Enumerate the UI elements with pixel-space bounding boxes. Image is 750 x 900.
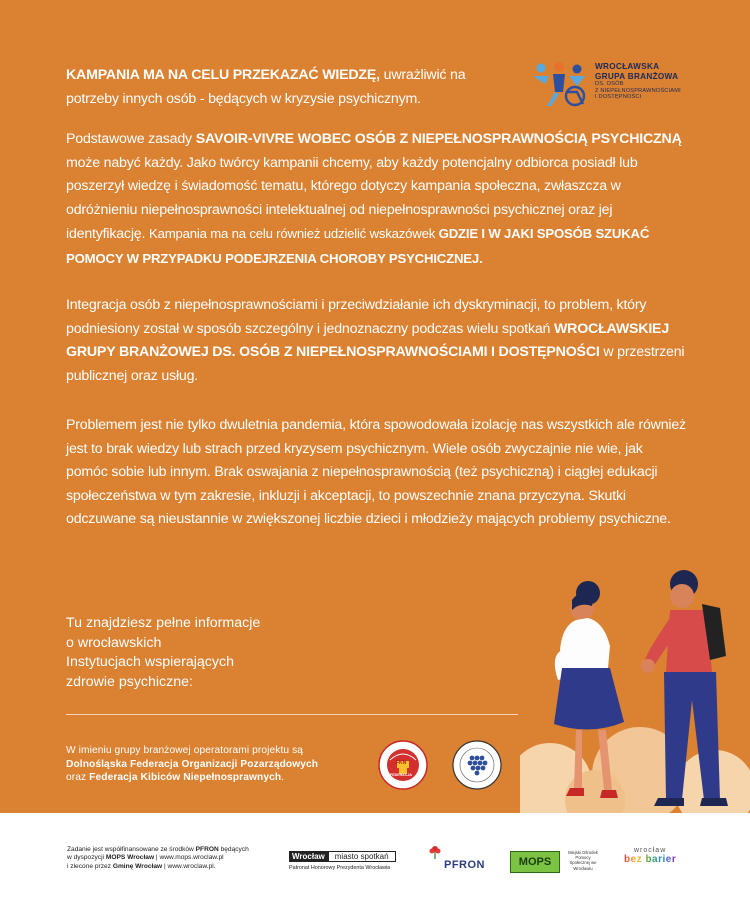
two-people-talking-illustration xyxy=(520,560,750,813)
operators-text xyxy=(66,744,366,785)
p2-bold2: GDZIE I W JAKI SPOSÓB SZUKAĆ POMOCY W PRZYPADKU PODEJRZENIA CHOROBY PSYCHICZNEJ. xyxy=(66,226,650,266)
logo-line3: DS. OSÓB xyxy=(595,81,624,87)
wroclaw-logo-slogan: miasto spotkań xyxy=(328,851,396,862)
logo-line5: I DOSTĘPNOŚCI xyxy=(595,94,642,101)
links-note-line4: zdrowie psychiczne: xyxy=(66,673,193,690)
logo-line4: Z NIEPEŁNOSPRAWNOŚCIAMI xyxy=(595,87,681,94)
operators-and: oraz xyxy=(66,772,90,783)
wroclaw-logo-name: Wrocław xyxy=(289,851,328,862)
p2-bold1: SAVOIR-VIVRE WOBEC OSÓB Z NIEPEŁNOSPRAWNOŚCIĄ PSYCHICZNĄ xyxy=(195,131,682,147)
patronat-text: Patronat Honorowy Prezydenta Wrocławia xyxy=(289,865,391,871)
dfop-badge-icon xyxy=(452,740,502,790)
operators-dfop: Dolnośląska Federacja Organizacji Pozarządowych xyxy=(66,758,319,770)
bez-barier-city: wrocław xyxy=(633,847,667,854)
mops-side-text: Miejski Ośrodek Pomocy Społecznej we Wrocławiu xyxy=(568,850,598,871)
pfron-flower-icon xyxy=(428,845,442,859)
p2-text1: Podstawowe zasady xyxy=(66,131,196,147)
funding-text xyxy=(67,846,277,871)
bez-barier-slogan: bez barier xyxy=(624,854,677,865)
integration-paragraph xyxy=(66,294,686,388)
links-note-line2: o wrocławskich xyxy=(66,634,162,651)
logo-line2: GRUPA BRANŻOWA xyxy=(595,71,679,81)
p3-text2: w przestrzeni publicznej oraz usług. xyxy=(66,344,685,384)
fund-line2c: | www.mops.wroclaw.pl xyxy=(154,854,224,862)
fkn-badge-icon xyxy=(378,740,428,790)
bez-barier-logo xyxy=(624,847,676,865)
p3-bold1: WROCŁAWSKIEJ GRUPY BRANŻOWEJ DS. OSÓB Z NIEPEŁNOSPRAWNOŚCIAMI I DOSTĘPNOŚCI xyxy=(66,320,670,360)
p2-text3: Kampania ma na celu również udzielić wskazówek xyxy=(148,226,439,241)
operators-line1: W imieniu grupy branżowej operatorami projektu są xyxy=(66,745,304,756)
p3-text1: Integracja osób z niepełnosprawnościami i przeciwdziałanie ich dyskryminacji, to problem, który podniesiony został w sposób szczególny i jednoznaczny podczas wielu spotkań xyxy=(66,297,647,337)
p2-text2: może nabyć każdy. Jako twórcy kampanii chcemy, aby każdy potencjalny odbiorca posiadł lub poszerzył wiedzę i świadomość tematu, którego dotyczy kampania społeczna, zwłaszcza w odróżnieniu niepełnosprawności intelektualnej od niepełnosprawności psychicznej oraz jej identyfikację. xyxy=(66,154,638,242)
fkn-bottom-text: FEDERACJA xyxy=(390,773,412,777)
savoir-vivre-paragraph xyxy=(66,128,686,271)
wgb-logo xyxy=(533,62,703,112)
people-group-icon xyxy=(533,62,591,108)
intro-rest: uwrażliwić na potrzeby innych osób - będących w kryzysie psychicznym. xyxy=(66,67,466,107)
fund-line3a: i zlecone przez xyxy=(67,862,113,870)
intro-paragraph xyxy=(66,64,516,111)
pfron-logo: PFRON xyxy=(444,859,485,871)
operators-fkn: Federacja Kibiców Niepełnosprawnych xyxy=(89,772,282,783)
mops-logo: MOPS xyxy=(510,851,560,873)
links-note xyxy=(66,614,286,692)
fund-line2a: w dyspozycji xyxy=(67,854,106,862)
pandemic-paragraph xyxy=(66,414,686,532)
fund-line1c: będących xyxy=(218,846,249,853)
fund-line2b: MOPS Wrocław xyxy=(105,854,155,862)
sponsor-bar xyxy=(0,813,750,900)
fund-line3b: Gminę Wrocław xyxy=(112,862,163,870)
p4-text: Problemem jest nie tylko dwuletnia pandemia, która spowodowała izolację nas wszystkich ale również jest to brak wiedzy lub strach przed kryzysem psychicznym. Wiele osób zwyczajnie nie wie, jak pomóc sobie lub innym. Brak oswajania z niepełnosprawnością (też psychiczną) i ciągłej edukacji społeczeństwa w tym zakresie, inkluzji i akceptacji, to powszechnie znana przyczyna. Skutki odczuwane są nieustannie w zwiększonej liczbie dzieci i młodzieży mających problemy psychiczne. xyxy=(66,417,686,527)
operators-dot: . xyxy=(281,772,285,783)
links-note-line3: Instytucjach wspierających xyxy=(66,654,234,670)
fund-line1b: PFRON xyxy=(195,846,219,853)
intro-bold: KAMPANIA MA NA CELU PRZEKAZAĆ WIEDZĘ, xyxy=(66,67,380,83)
fund-line3c: | www.wroclaw.pl. xyxy=(162,862,216,870)
logo-text xyxy=(595,62,681,101)
links-note-line1: Tu znajdziesz pełne informacje xyxy=(66,615,261,631)
logo-line1: WROCŁAWSKA xyxy=(595,62,660,71)
wroclaw-logo xyxy=(289,851,396,871)
fkn-center-text: FKN xyxy=(396,760,407,766)
divider-line xyxy=(66,714,518,715)
fund-line1a: Zadanie jest współfinansowane ze środków xyxy=(67,846,196,853)
